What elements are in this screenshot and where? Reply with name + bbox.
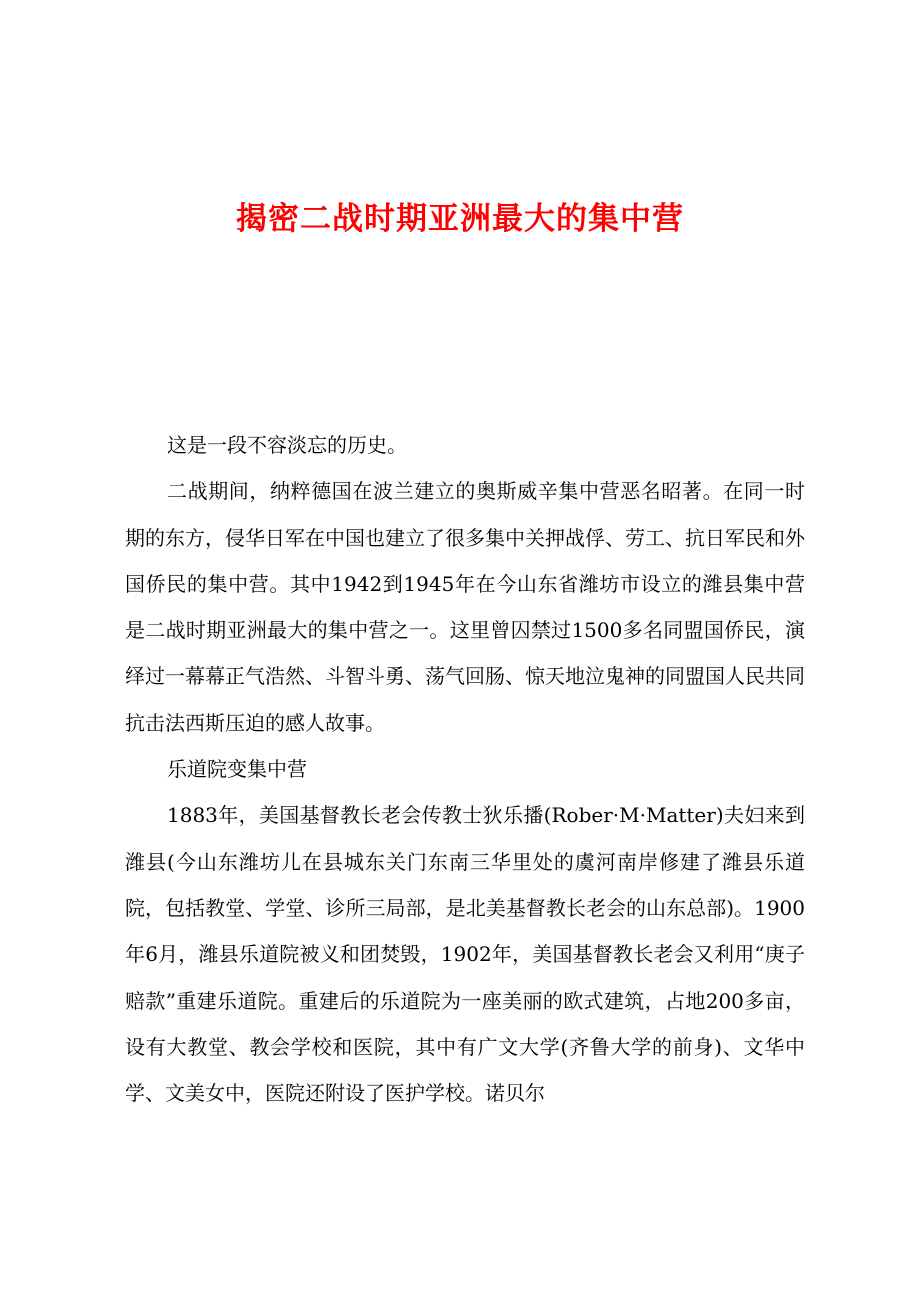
section-heading: 乐道院变集中营 [167,757,307,782]
paragraph-background: 二战期间，纳粹德国在波兰建立的奥斯威辛集中营恶名昭著。在同一时期的东方，侵华日军在中国也建立了很多集中关押战俘、劳工、抗日军民和外国侨民的集中营。其中1942到1945年在今山东省潍坊市设立的潍县集中营是二战时期亚洲最大的集中营之一。这里曾囚禁过1500多名同盟国侨民，演绎过一幕幕正气浩然、斗智斗勇、荡气回肠、惊天地泣鬼神的同盟国人民共同抗击法西斯压迫的感人故事。 [125,479,805,735]
document-title: 揭密二战时期亚洲最大的集中营 [236,201,684,237]
paragraph-intro: 这是一段不容淡忘的历史。 [167,433,407,457]
document-body [125,422,805,1116]
paragraph-history: 1883年，美国基督教长老会传教士狄乐播(Rober·M·Matter)夫妇来到潍县(今山东潍坊儿在县城东关门东南三华里处的虞河南岸修建了潍县乐道院，包括教堂、学堂、诊所三局部，是北美基督教长老会的山东总部)。1900年6月，潍县乐道院被义和团焚毁，1902年，美国基督教长老会又利用“庚子赔款”重建乐道院。重建后的乐道院为一座美丽的欧式建筑，占地200多亩，设有大教堂、教会学校和医院，其中有广文大学(齐鲁大学的前身)、文华中学、文美女中，医院还附设了医护学校。诺贝尔 [125,803,805,1106]
